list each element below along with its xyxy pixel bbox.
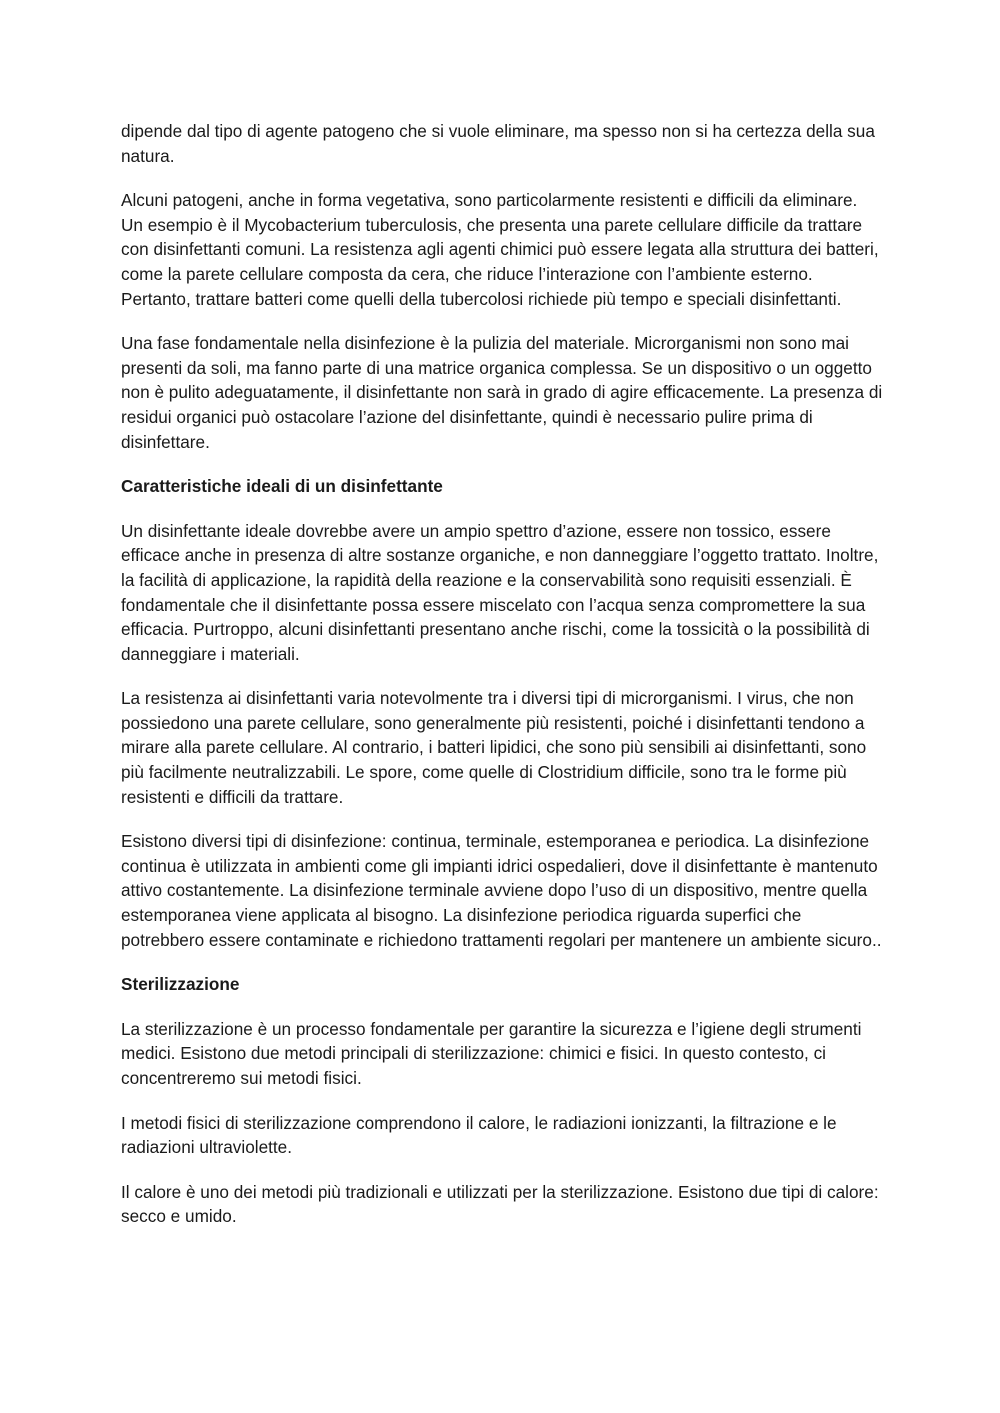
paragraph-patogeno-natura: dipende dal tipo di agente patogeno che si vuole eliminare, ma spesso non si ha certezza della sua natura. <box>121 121 875 166</box>
heading-caratteristiche-disinfettante: Caratteristiche ideali di un disinfettante <box>121 476 443 497</box>
paragraph-pulizia-materiale: Una fase fondamentale nella disinfezione è la pulizia del materiale. Microrganismi non sono mai presenti da soli, ma fanno parte di una matrice organica complessa. Se un dispositivo o un oggetto non è pulito adeguatamente, il disinfettante non sarà in grado di agire efficacemente. La presenza di residui organici può ostacolare l’azione del disinfettante, quindi è necessario pulire prima di disinfettare. <box>121 333 883 452</box>
document-page <box>121 119 883 1249</box>
paragraph-calore: Il calore è uno dei metodi più tradizionali e utilizzati per la sterilizzazione. Esistono due tipi di calore: secco e umido. <box>121 1181 879 1227</box>
paragraph-tipi-disinfezione: Esistono diversi tipi di disinfezione: continua, terminale, estemporanea e periodica. La disinfezione continua è utilizzata in ambienti come gli impianti idrici ospedalieri, dove il disinfettante è mantenuto attivo costantemente. La disinfezione terminale avviene dopo l’uso di un dispositivo, mentre quella estemporanea viene applicata al bisogno. La disinfezione periodica riguarda superfici che potrebbero essere contaminate e richiedono trattamenti regolari per mantenere un ambiente sicuro.. <box>121 831 882 950</box>
paragraph-disinfettante-ideale: Un disinfettante ideale dovrebbe avere un ampio spettro d’azione, essere non tossico, essere efficace anche in presenza di altre sostanze organiche, e non danneggiare l’oggetto trattato. Inoltre, la facilità di applicazione, la rapidità della reazione e la conservabilità sono requisiti essenziali. È fondamentale che il disinfettante possa essere miscelato con l’acqua senza compromettere la sua efficacia. Purtroppo, alcuni disinfettanti presentano anche rischi, come la tossicità o la possibilità di danneggiare i materiali. <box>121 520 879 664</box>
paragraph-sterilizzazione-intro: La sterilizzazione è un processo fondamentale per garantire la sicurezza e l’igiene degli strumenti medici. Esistono due metodi principali di sterilizzazione: chimici e fisici. In questo contesto, ci concentreremo sui metodi fisici. <box>121 1018 862 1088</box>
paragraph-patogeni-resistenti: Alcuni patogeni, anche in forma vegetativa, sono particolarmente resistenti e difficili da eliminare. Un esempio è il Mycobacterium tuberculosis, che presenta una parete cellulare difficile da trattare con disinfettanti comuni. La resistenza agli agenti chimici può essere legata alla struttura dei batteri, come la parete cellulare composta da cera, che riduce l’interazione con l’ambiente esterno. Pertanto, trattare batteri come quelli della tubercolosi richiede più tempo e speciali disinfettanti. <box>121 190 879 309</box>
paragraph-resistenza-disinfettanti: La resistenza ai disinfettanti varia notevolmente tra i diversi tipi di microrganismi. I virus, che non possiedono una parete cellulare, sono generalmente più resistenti, poiché i disinfettanti tendono a mirare alla parete cellulare. Al contrario, i batteri lipidici, che sono più sensibili ai disinfettanti, sono più facilmente neutralizzabili. Le spore, come quelle di Clostridium difficile, sono tra le forme più resistenti e difficili da trattare. <box>121 688 867 807</box>
paragraph-metodi-fisici: I metodi fisici di sterilizzazione comprendono il calore, le radiazioni ionizzanti, la filtrazione e le radiazioni ultraviolette. <box>121 1112 837 1158</box>
heading-sterilizzazione: Sterilizzazione <box>121 974 240 995</box>
